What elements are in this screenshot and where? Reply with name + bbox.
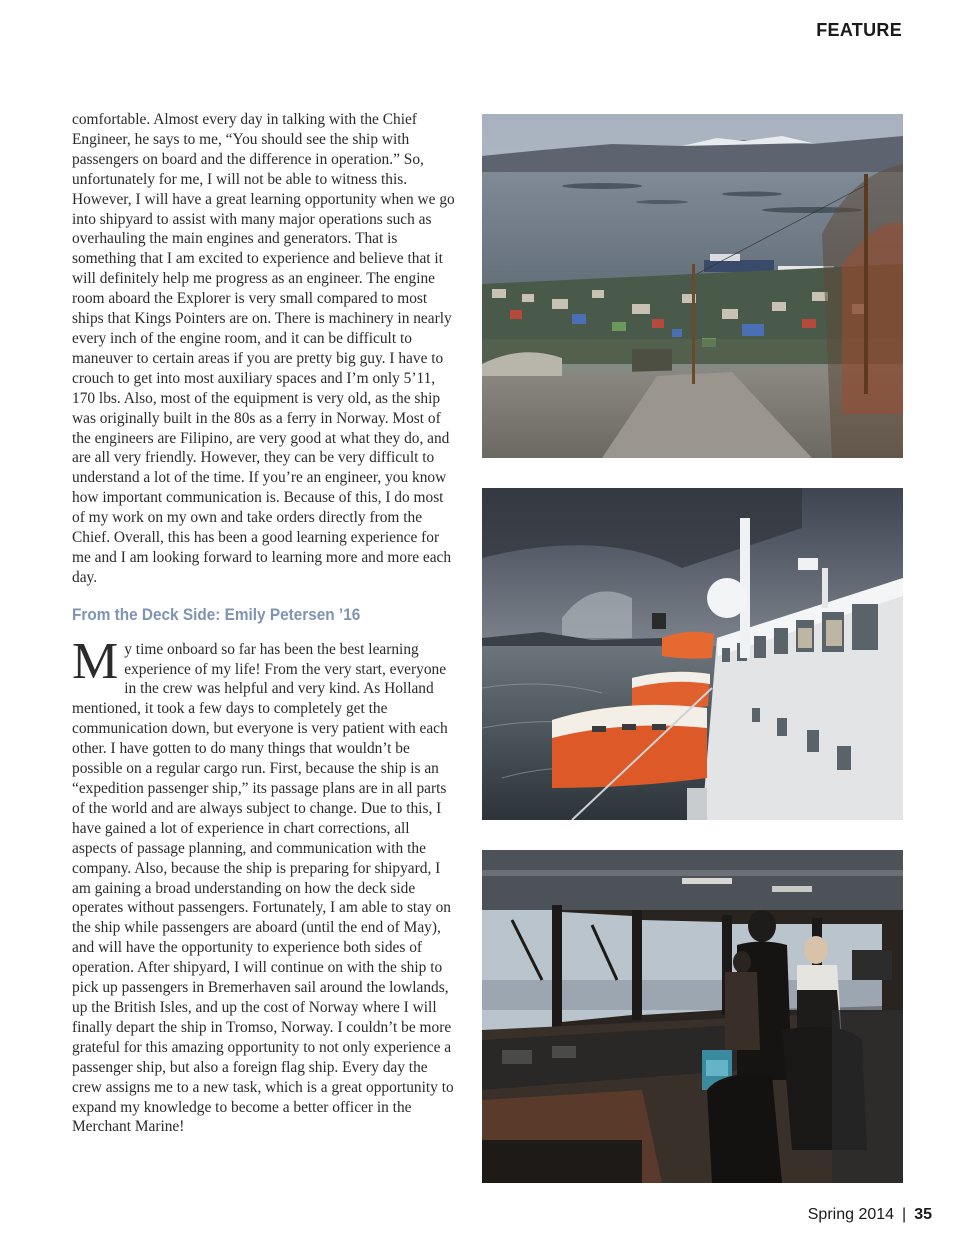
harbor-town-photo (482, 114, 903, 458)
drop-cap: M (72, 632, 119, 690)
ship-bridge-photo (482, 850, 903, 1183)
page-number: 35 (914, 1206, 932, 1223)
section-label: FEATURE (816, 20, 902, 40)
deck-side-subheading: From the Deck Side: Emily Petersen ’16 (72, 605, 361, 624)
article-column (72, 110, 456, 1137)
engineer-paragraph: comfortable. Almost every day in talking with the Chief Engineer, he says to me, “You should see the ship with passengers on board and the difference in operation.” So, unfortunately for me, I will not be able to witness this. However, I will have a great learning opportunity when we go into shipyard to assist with many major operations such as overhauling the main engines and generators. That is something that I am excited to experience and believe that it will definitely help me progress as an engineer. The engine room aboard the Explorer is very small compared to most ships that Kings Pointers are on. There is machinery in nearly every inch of the engine room, and it can be difficult to maneuver to certain areas if you are pretty big guy. I have to crouch to get into most auxiliary spaces and I’m only 5’11, 170 lbs. Also, most of the equipment is very old, as the ship was originally built in the 80s as a ferry in Norway. Most of the engineers are Filipino, are very good at what they do, and are all very friendly. However, they can be very difficult to understand a lot of the time. If you’re an engineer, you know how important communication is. Because of this, I do most of my work on my own and take orders directly from the Chief. Overall, this has been a good learning experience for me and I am looking forward to learning more and more each day. (72, 111, 455, 586)
issue-label: Spring 2014 (807, 1206, 895, 1223)
footer-separator: | (902, 1206, 907, 1223)
deck-side-body: y time onboard so far has been the best learning experience of my life! From the very start, everyone in the crew was helpful and very kind. As Holland mentioned, it took a few days to completely get the communication down, but everyone is very patient with each other. I have gotten to do many things that wouldn’t be possible on a regular cargo run. First, because the ship is an “expedition passenger ship,” its passage plans are in all parts of the world and are always subject to change. Due to this, I have gained a lot of experience in chart corrections, all aspects of passage planning, and communication with the company. Also, because the ship is preparing for shipyard, I am gaining a broad understanding on how the deck side operates without passengers. Fortunately, I am able to stay on the ship while passengers are aboard (until the end of May), and will have the opportunity to experience both sides of operation. After shipyard, I will continue on with the ship to pick up passengers in Bremerhaven sail around the lowlands, up the British Isles, and up the cost of Norway where I will finally depart the ship in Tromso, Norway. I couldn’t be more grateful for this amazing opportunity to not only experience a passenger ship, but also a foreign flag ship. Every day the crew assigns me to a new task, which is a great opportunity to expand my knowledge to become a better officer in the Merchant Marine! (72, 640, 454, 1136)
page-footer (808, 1206, 932, 1224)
deck-side-paragraph (72, 632, 456, 1138)
ship-deck-lifeboat-photo (482, 488, 903, 820)
